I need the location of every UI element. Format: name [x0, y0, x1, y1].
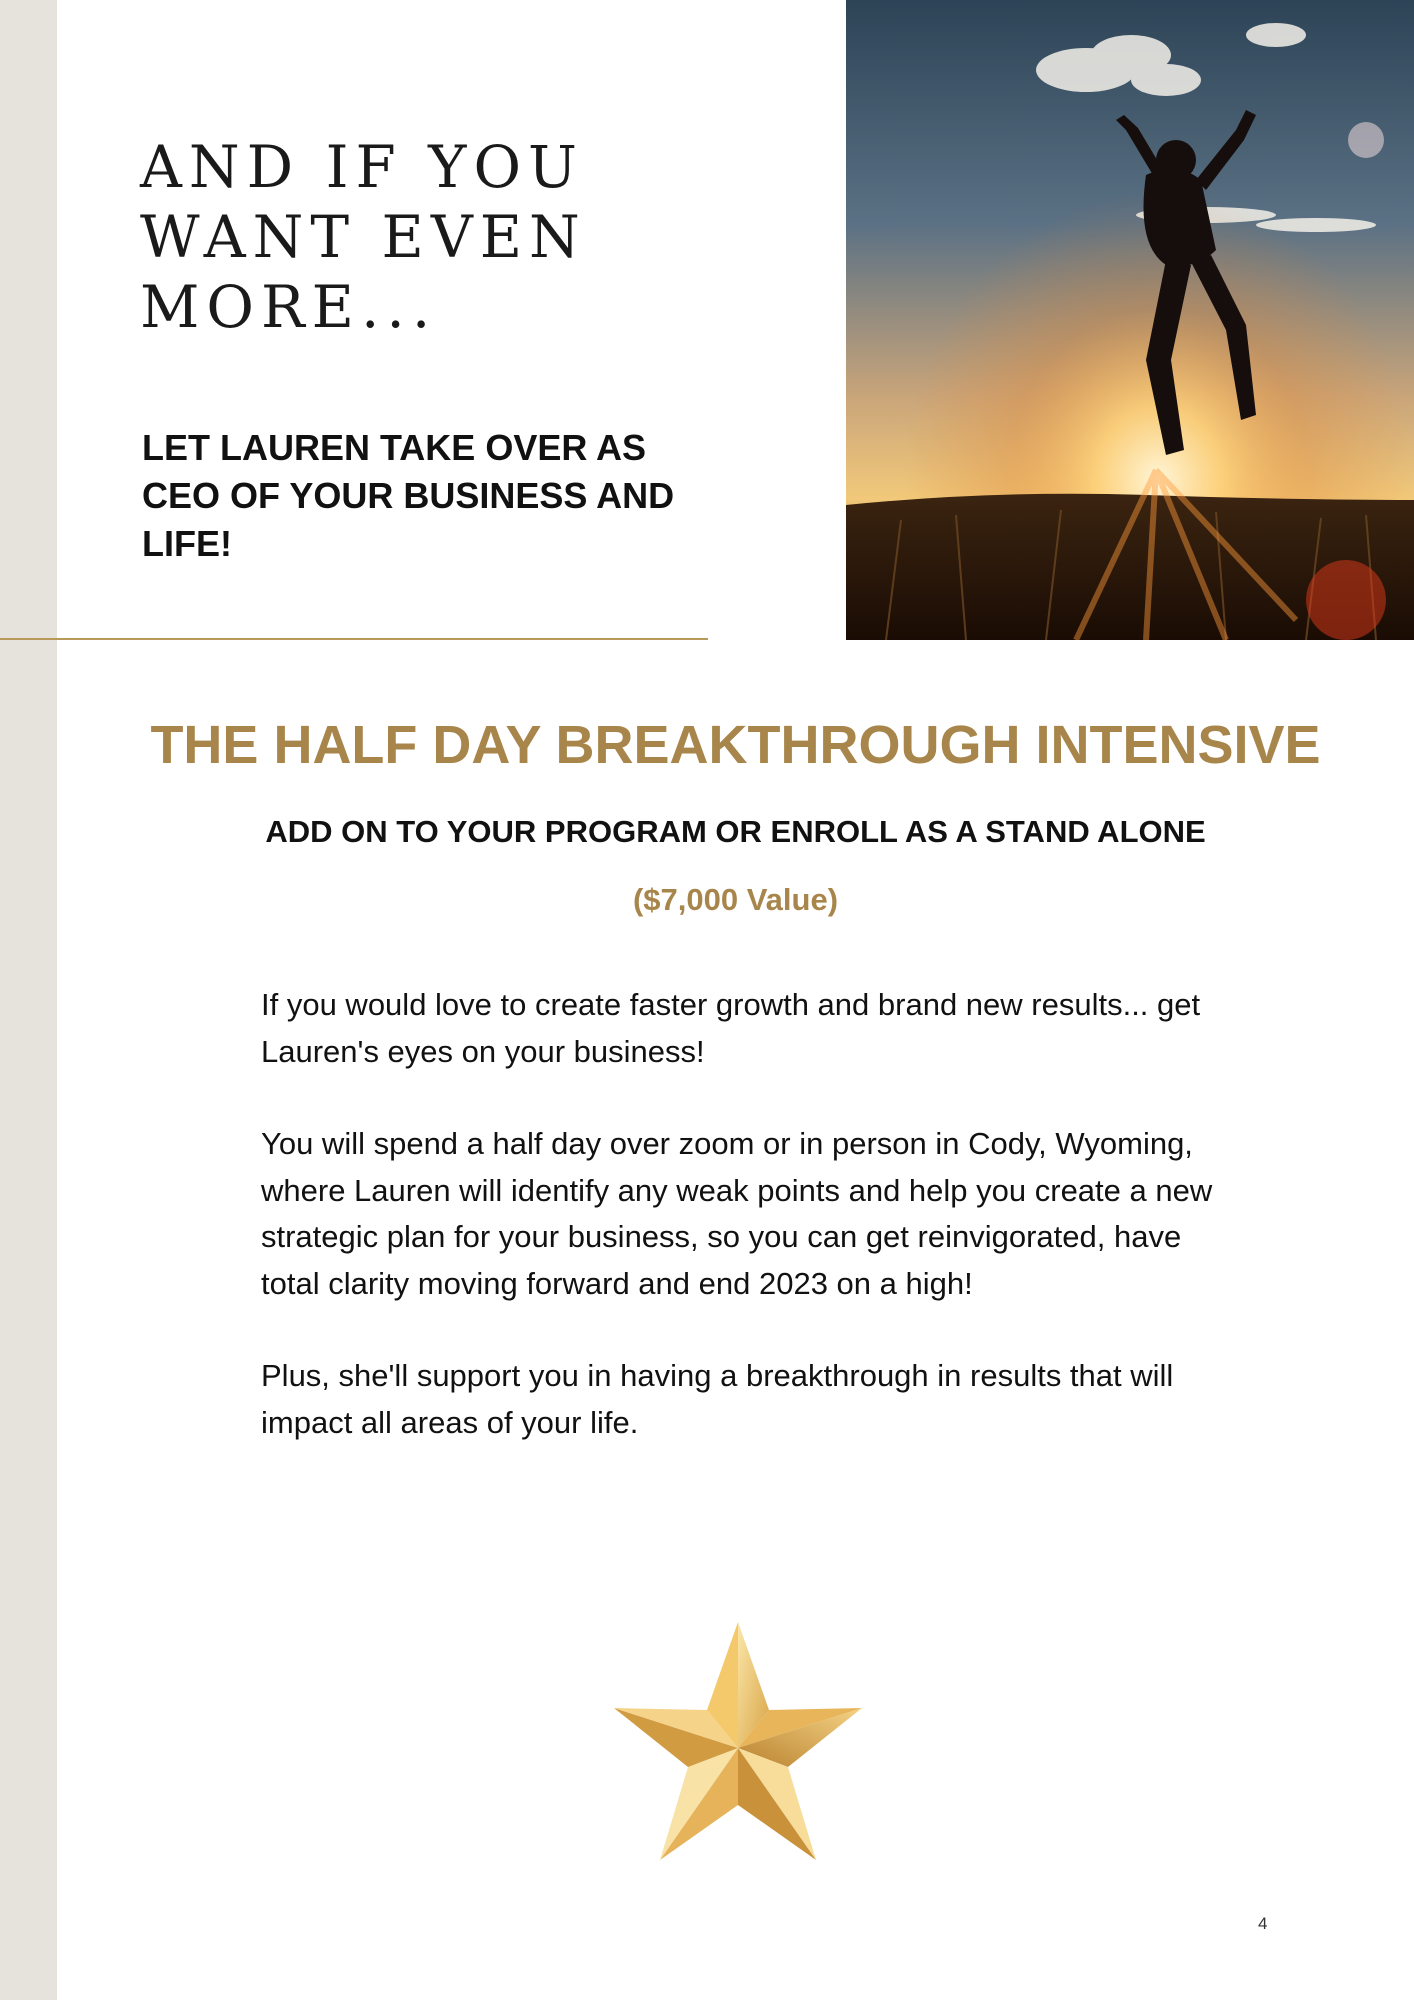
body-paragraph: If you would love to create faster growth and brand new results... get Lauren's eyes on your business! — [261, 987, 1201, 1069]
divider — [0, 638, 708, 640]
subhead: LET LAUREN TAKE OVER AS CEO OF YOUR BUSINESS AND LIFE! — [142, 427, 675, 564]
side-strip — [0, 0, 57, 2000]
headline: AND IF YOU WANT EVEN MORE... — [140, 133, 587, 341]
tagline: ADD ON TO YOUR PROGRAM OR ENROLL AS A STAND ALONE — [265, 814, 1206, 849]
body-paragraph: Plus, she'll support you in having a breakthrough in results that will impact all areas of your life. — [261, 1358, 1174, 1440]
body-paragraph: You will spend a half day over zoom or in person in Cody, Wyoming, where Lauren will identify any weak points and help you create a new strategic plan for your business, so you can get reinvigorated, have total clarity moving forward and end 2023 on a high! — [261, 1126, 1213, 1301]
page-number: 4 — [1258, 1914, 1268, 1933]
hero-image — [846, 0, 1414, 640]
body-copy — [261, 982, 1221, 1492]
section-title: THE HALF DAY BREAKTHROUGH INTENSIVE — [150, 715, 1321, 775]
gold-star-icon — [612, 1620, 864, 1862]
price-value: ($7,000 Value) — [632, 882, 839, 917]
